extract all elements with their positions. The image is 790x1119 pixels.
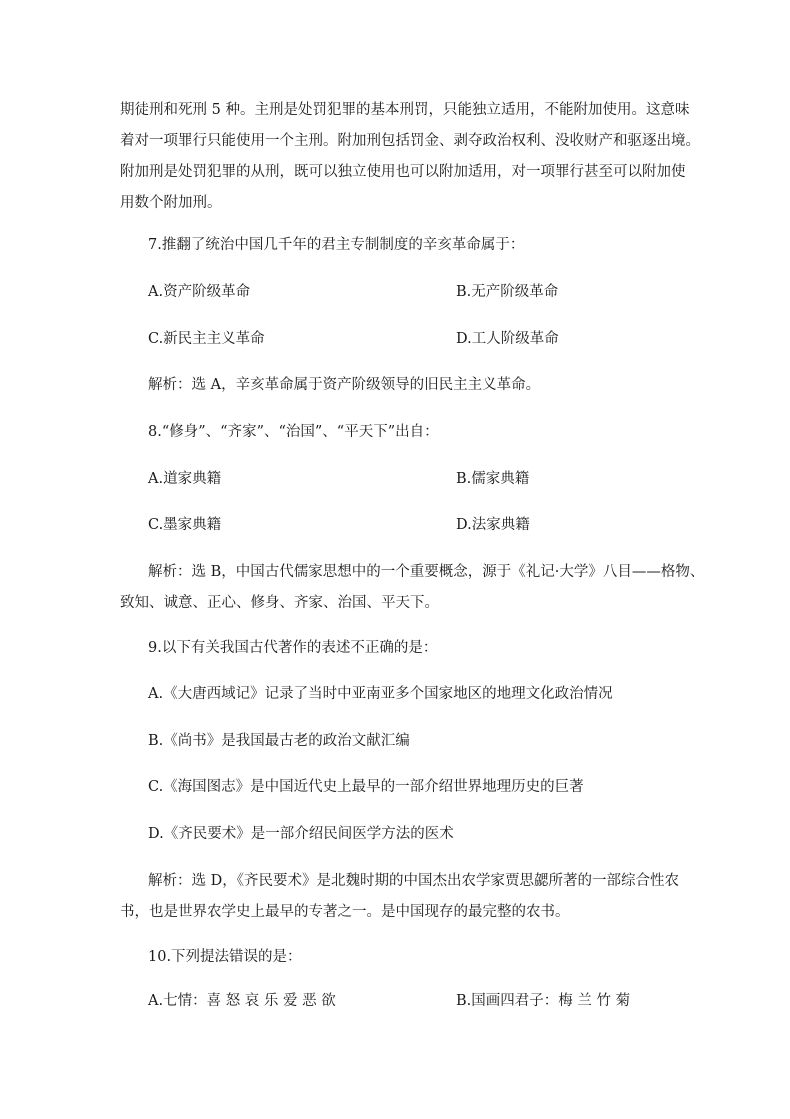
question-8-analysis — [120, 557, 705, 619]
question-9-analysis — [120, 866, 680, 928]
q9-option-a: A.《大唐西域记》记录了当时中亚南亚多个国家地区的地理文化政治情况 — [148, 686, 613, 702]
intro-line: 着对一项罪行只能使用一个主刑。附加刑包括罚金、剥夺政治权利、没收财产和驱逐出境。 — [120, 133, 700, 149]
q7-option-a: A.资产阶级革命 — [148, 284, 251, 300]
q9-option-c: C.《海国图志》是中国近代史上最早的一部介绍世界地理历史的巨著 — [148, 779, 584, 795]
intro-paragraph — [120, 95, 700, 219]
q8-analysis-line: 解析：选 B，中国古代儒家思想中的一个重要概念，源于《礼记·大学》八目——格物、 — [148, 564, 705, 580]
question-10-options-row-1 — [148, 989, 688, 1013]
q10-option-a: A.七情：喜 怒 哀 乐 爱 恶 欲 — [148, 993, 336, 1009]
q8-option-d: D.法家典籍 — [456, 517, 530, 533]
question-8-stem: 8.“修身”、“齐家”、“治国”、“平天下”出自： — [148, 424, 439, 440]
q7-option-d: D.工人阶级革命 — [456, 331, 559, 347]
question-7-options-row-1 — [148, 280, 688, 304]
intro-line: 期徒刑和死刑 5 种。主刑是处罚犯罪的基本刑罚，只能独立适用，不能附加使用。这意味 — [120, 102, 690, 118]
q9-option-d: D.《齐民要术》是一部介绍民间医学方法的医术 — [148, 826, 454, 842]
q7-option-c: C.新民主主义革命 — [148, 331, 265, 347]
question-8-options-row-2 — [148, 513, 688, 537]
q8-option-c: C.墨家典籍 — [148, 517, 222, 533]
q7-option-b: B.无产阶级革命 — [456, 284, 559, 300]
intro-line: 用数个附加刑。 — [120, 195, 222, 211]
q8-analysis-line: 致知、诚意、正心、修身、齐家、治国、平天下。 — [120, 595, 439, 611]
q9-option-b: B.《尚书》是我国最古老的政治文献汇编 — [148, 733, 410, 749]
q10-option-b: B.国画四君子：梅 兰 竹 菊 — [456, 993, 631, 1009]
question-9-stem: 9.以下有关我国古代著作的表述不正确的是： — [148, 640, 438, 656]
q9-analysis-line: 解析：选 D，《齐民要术》是北魏时期的中国杰出农学家贾思勰所著的一部综合性农 — [148, 873, 679, 889]
intro-line: 附加刑是处罚犯罪的从刑，既可以独立使用也可以附加适用，对一项罪行甚至可以附加使 — [120, 164, 686, 180]
q8-option-b: B.儒家典籍 — [456, 471, 530, 487]
question-7-stem: 7.推翻了统治中国几千年的君主专制制度的辛亥革命属于： — [148, 237, 525, 253]
q8-option-a: A.道家典籍 — [148, 471, 222, 487]
question-7-analysis: 解析：选 A，辛亥革命属于资产阶级领导的旧民主主义革命。 — [148, 377, 541, 393]
question-8-options-row-1 — [148, 467, 688, 491]
q9-analysis-line: 书，也是世界农学史上最早的专著之一。是中国现存的最完整的农书。 — [120, 904, 570, 920]
question-10-stem: 10.下列提法错误的是： — [148, 949, 302, 965]
question-7-options-row-2 — [148, 327, 688, 351]
